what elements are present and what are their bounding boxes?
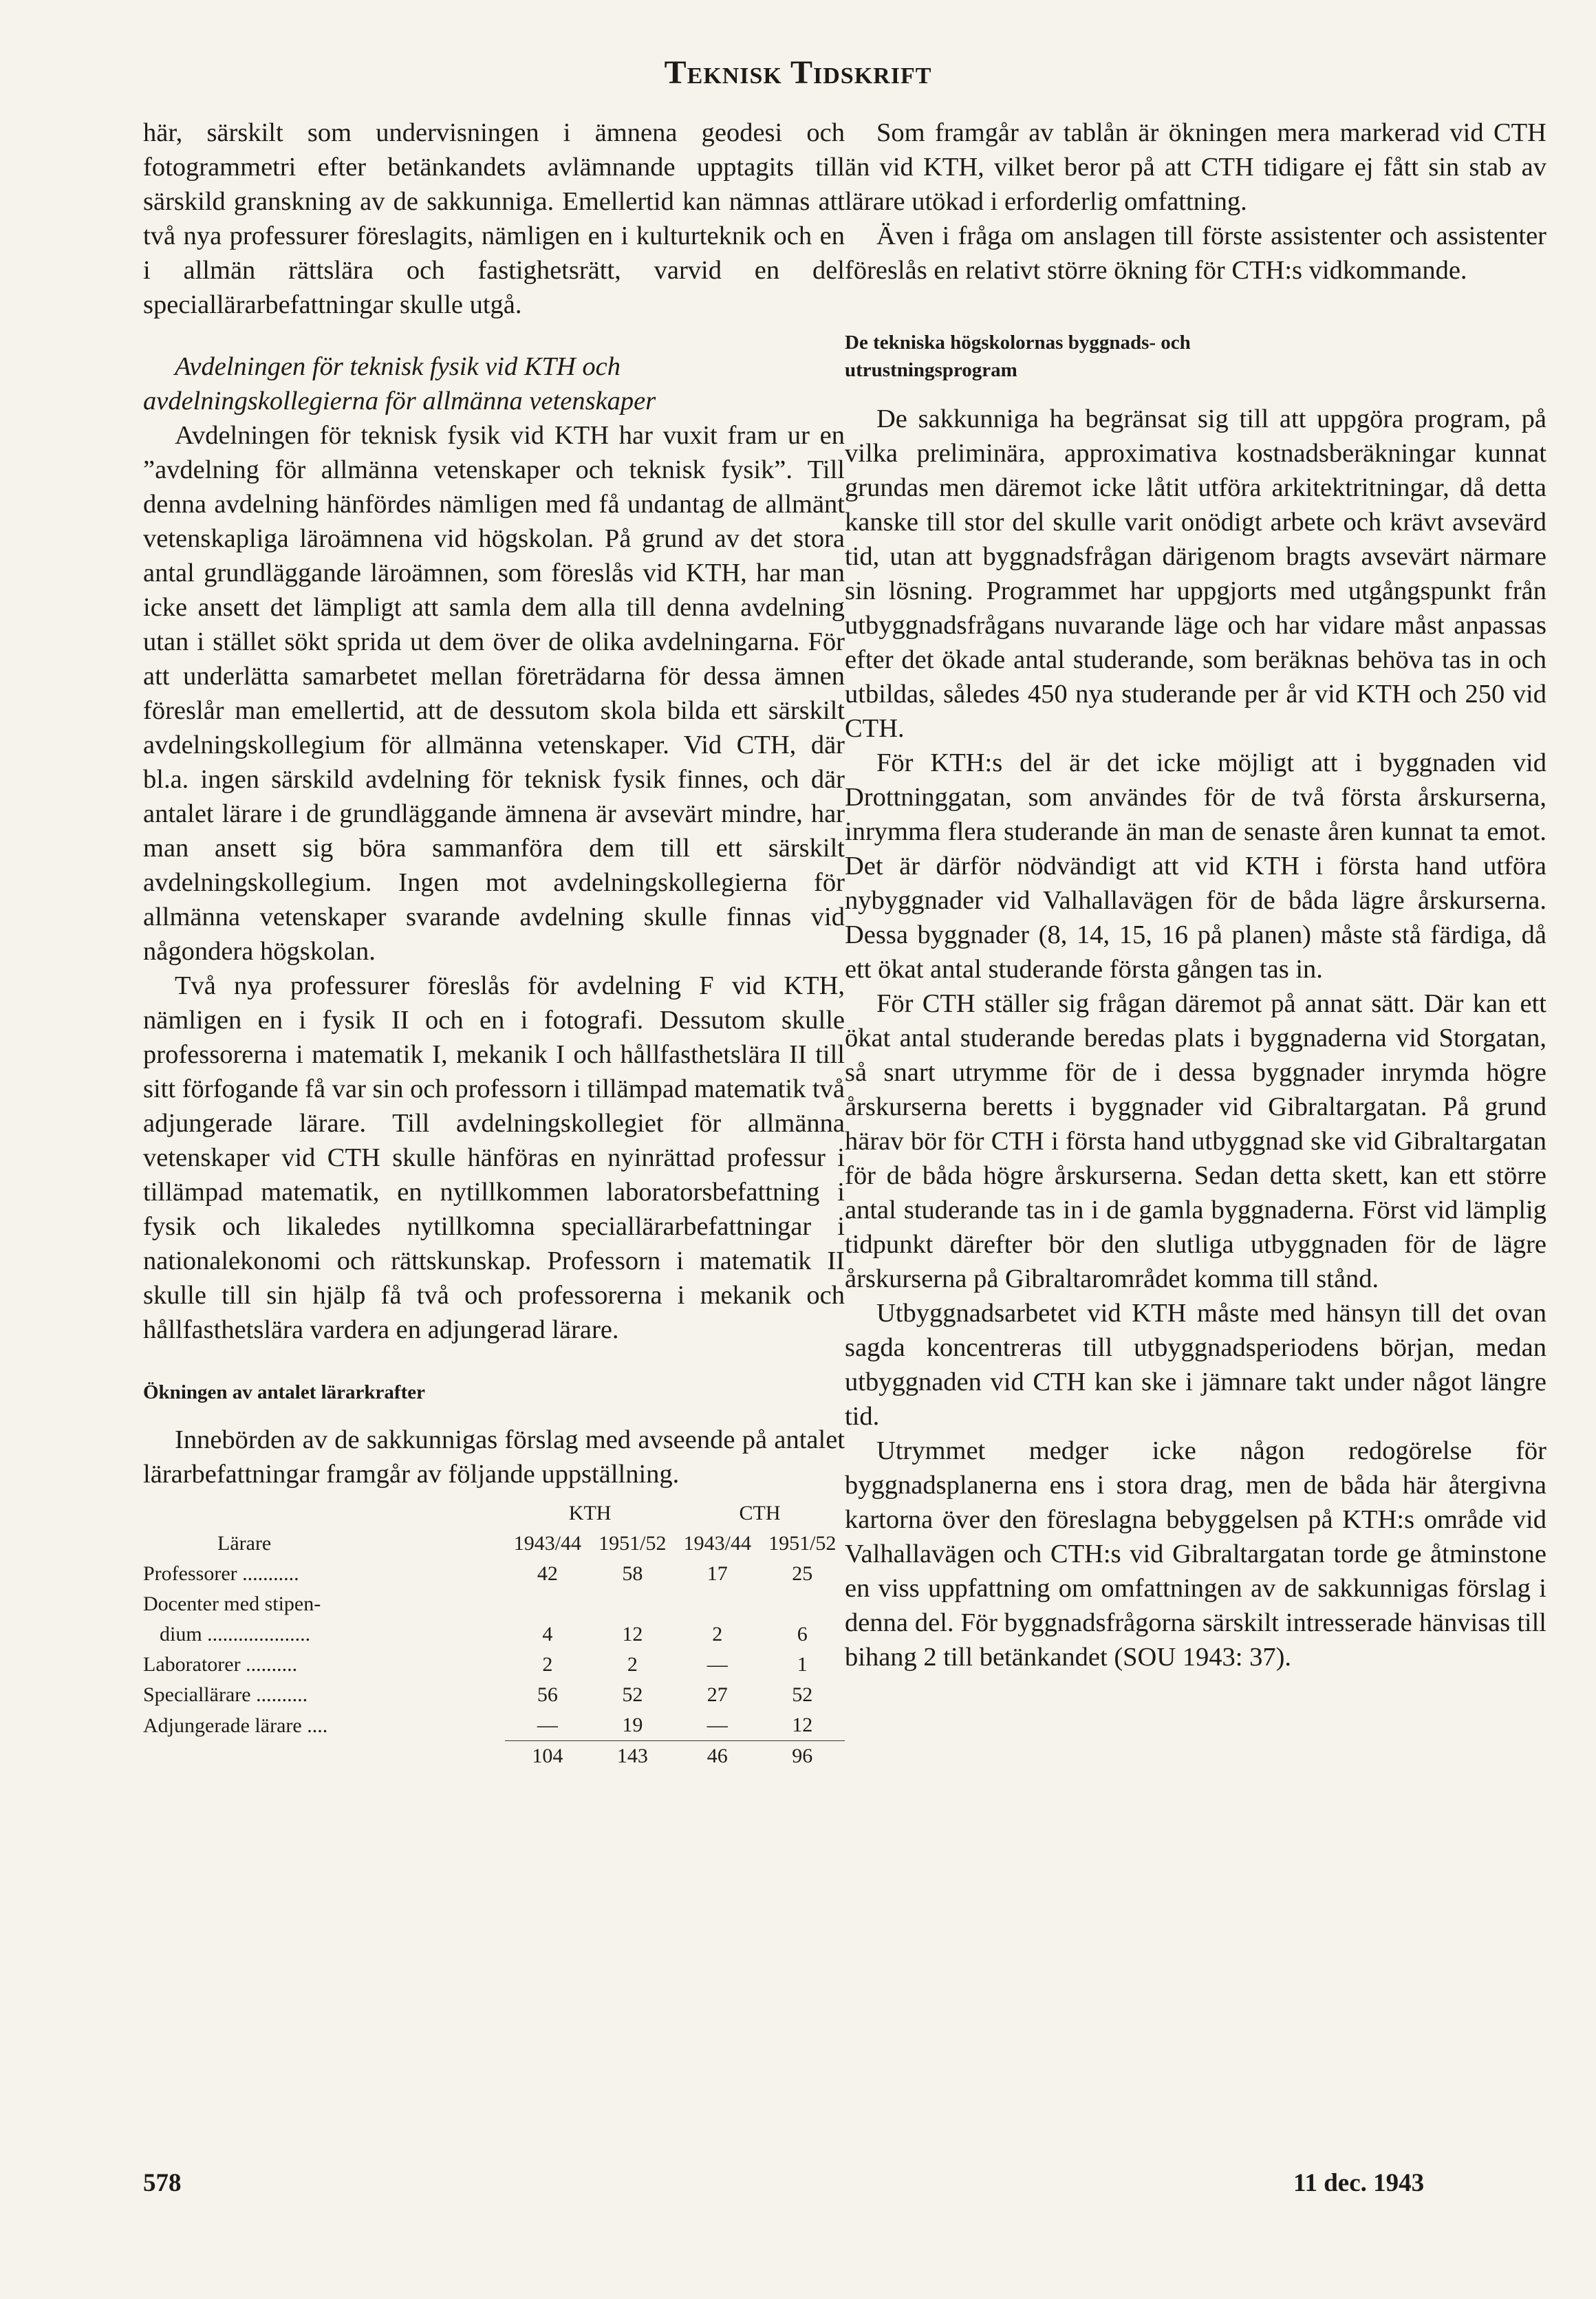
staff-table — [143, 1498, 845, 1771]
table-cell: 52 — [792, 1683, 813, 1706]
table-row — [143, 1589, 845, 1619]
right-paragraph-6: Utbyggnadsarbetet vid KTH måste med hänsyn till det ovan sagda koncentreras till utbyggnadsperiodens början, medan utbyggnaden vid CTH kan ske i jämnare takt under något längre tid. — [845, 1299, 1546, 1431]
year-header: 1951/52 — [768, 1532, 837, 1555]
table-cell: 1 — [797, 1653, 808, 1676]
section-heading-larare: Ökningen av antalet lärarkrafter — [143, 1381, 425, 1403]
year-header: 1951/52 — [598, 1532, 667, 1555]
group-kth: KTH — [568, 1502, 612, 1524]
table-cell: 52 — [622, 1683, 643, 1706]
page-number: 578 — [143, 2169, 182, 2197]
row-label: Adjungerade lärare — [143, 1714, 302, 1737]
table-total-row — [143, 1741, 845, 1772]
leader-dots: .......... — [250, 1683, 308, 1706]
table-cell: 56 — [537, 1683, 558, 1706]
section-heading-byggnadsprogram: De tekniska högskolornas byggnads- och utrustningsprogram — [845, 332, 1191, 381]
table-cell: — — [707, 1714, 728, 1736]
table-year-header-row — [143, 1529, 845, 1559]
table-cell: 58 — [622, 1562, 643, 1585]
left-paragraph-2: Avdelningen för teknisk fysik vid KTH har vuxit fram ur en ”avdelning för allmänna vetenskaper och teknisk fysik”. Till denna avdelning hänfördes nämligen med få undantag de allmänt vetenskapliga läroämnena vid högskolan. På grund av det stora antal grundläggande läroämnen, som föreslås vid KTH, har man icke ansett det lämpligt att samla dem alla till denna avdelning utan i stället sökt sprida ut dem över de olika avdelningarna. För att underlätta samarbetet mellan företrädarna för dessa ämnen föreslår man emellertid, att de dessutom skola bilda ett särskilt avdelningskollegium för allmänna vetenskaper. Vid CTH, där bl.a. ingen särskild avdelning för teknisk fysik finnes, och där antalet lärare i de grundläggande ämnena är avsevärt mindre, har man ansett sig böra sammanföra dem till ett särskilt avdelningskollegium. Ingen mot avdelningskollegierna för allmänna vetenskaper svarande avdelning skulle finnas vid någondera högskolan. — [143, 421, 845, 966]
year-header: 1943/44 — [683, 1532, 751, 1555]
table-cell: 27 — [707, 1683, 728, 1706]
table-row — [143, 1680, 845, 1710]
table-cell: 2 — [712, 1623, 723, 1645]
leader-dots: ........... — [237, 1562, 299, 1585]
left-paragraph-1: här, särskilt som undervisningen i ämnena geodesi och fotogrammetri efter betänkandets avlämnande upptagits till särskild granskning av de sakkunniga. Emellertid kan nämnas att två nya professurer föreslagits, nämligen en i kulturteknik och en i allmän rättslära och fastighetsrätt, varvid en del speciallärarbefattningar skulle utgå. — [143, 118, 845, 319]
total-cell: 104 — [505, 1741, 590, 1772]
table-row — [143, 1650, 845, 1680]
leader-dots: .... — [301, 1714, 328, 1737]
section-heading-teknisk-fysik: Avdelningen för teknisk fysik vid KTH och avdelningskollegierna för allmänna vetenskaper — [143, 352, 656, 415]
right-paragraph-7: Utrymmet medger icke någon redogörelse för byggnadsplanerna ens i stora drag, men de båda här återgivna kartorna över den föreslagna bebyggelsen på KTH:s område vid Valhallavägen och CTH:s vid Gibraltargatan torde ge åtminstone en viss uppfattning om omfattningen av de sakkunnigas förslag i denna del. För byggnadsfrågorna särskilt intresserade hänvisas till bihang 2 till betänkandet (SOU 1943: 37). — [845, 1436, 1546, 1672]
table-cell: — — [707, 1653, 728, 1676]
masthead: Teknisk Tidskrift — [664, 54, 932, 91]
row-label: Laboratorer — [143, 1653, 241, 1676]
table-cell: 25 — [792, 1562, 813, 1585]
row-header-label: Lärare — [217, 1532, 272, 1555]
table-cell: 19 — [622, 1714, 643, 1736]
table-cell: 17 — [707, 1562, 728, 1585]
right-paragraph-3: De sakkunniga ha begränsat sig till att uppgöra program, på vilka preliminära, approximativa kostnadsberäkningar kunnat grundas men däremot icke låtit utföra arkitektritningar, då detta kanske till stor del skulle varit onödigt arbete och krävt avsevärd tid, utan att byggnadsfrågan därigenom bragts avsevärt närmare sin lösning. Programmet har uppgjorts med utgångspunkt från utbyggnadsfrågans nuvarande läge och har vidare måst anpassas efter det ökade antal studerande, som beräknas behöva tas in och utbildas, således 450 nya studerande per år vid KTH och 250 vid CTH. — [845, 404, 1546, 743]
table-cell: 4 — [542, 1623, 553, 1645]
group-cth: CTH — [739, 1502, 781, 1524]
issue-date: 11 dec. 1943 — [1293, 2169, 1425, 2197]
row-label: Professorer — [143, 1562, 237, 1585]
row-label: dium — [160, 1623, 202, 1645]
table-cell: 42 — [537, 1562, 558, 1585]
right-paragraph-1: Som framgår av tablån är ökningen mera markerad vid CTH än vid KTH, vilket beror på att CTH tidigare ej fått sin stab av lärare utökad i erforderlig omfattning. — [845, 118, 1546, 216]
table-cell: 12 — [792, 1714, 813, 1736]
left-paragraph-3: Två nya professurer föreslås för avdelning F vid KTH, nämligen en i fysik II och en i fotografi. Dessutom skulle professorerna i matematik I, mekanik I och hållfasthetslära II till sitt förfogande få var sin och professorn i tillämpad matematik två adjungerade lärare. Till avdelningskollegiet för allmänna vetenskaper vid CTH skulle hänföras en nyinrättad professur i tillämpad matematik, en nytillkommen laboratorsbefattning i fysik och likaledes nytillkomna speciallärarbefattningar i nationalekonomi och rättskunskap. Professorn i matematik II skulle till sin hjälp få två och professorerna i mekanik och hållfasthetslära vardera en adjungerad lärare. — [143, 971, 845, 1344]
leader-dots: .................... — [202, 1623, 311, 1645]
row-label: Docenter med stipen- — [143, 1593, 321, 1615]
total-cell: 46 — [675, 1741, 759, 1772]
leader-dots: .......... — [240, 1653, 298, 1676]
table-row — [143, 1619, 845, 1650]
right-paragraph-2: Även i fråga om anslagen till förste assistenter och assistenter föreslås en relativt större ökning för CTH:s vidkommande. — [845, 222, 1546, 285]
total-cell: 143 — [590, 1741, 675, 1772]
row-label: Speciallärare — [143, 1683, 251, 1706]
total-cell: 96 — [760, 1741, 845, 1772]
left-column — [143, 116, 845, 1771]
right-paragraph-4: För KTH:s del är det icke möjligt att i byggnaden vid Drottninggatan, som användes för de två första årskurserna, inrymma flera studerande än man de senaste åren kunnat ta emot. Det är därför nödvändigt att vid KTH i första hand utföra nybyggnader vid Valhallavägen för de båda lägre årskurserna. Dessa byggnader (8, 14, 15, 16 på planen) måste stå färdiga, då ett ökat antal studerande första gången tas in. — [845, 748, 1546, 984]
table-group-header-row — [143, 1498, 845, 1529]
year-header: 1943/44 — [513, 1532, 582, 1555]
table-cell: 12 — [622, 1623, 643, 1645]
table-row — [143, 1559, 845, 1589]
left-paragraph-4: Innebörden av de sakkunnigas förslag med avseende på antalet lärarbefattningar framgår av följande uppställning. — [143, 1425, 845, 1489]
table-cell: 2 — [627, 1653, 638, 1676]
right-column — [845, 116, 1546, 1674]
table-cell: 2 — [542, 1653, 553, 1676]
table-row — [143, 1710, 845, 1741]
table-cell: — — [537, 1714, 558, 1736]
table-cell: 6 — [797, 1623, 808, 1645]
right-paragraph-5: För CTH ställer sig frågan däremot på annat sätt. Där kan ett ökat antal studerande beredas plats i byggnaderna vid Storgatan, så snart utrymme för de i dessa byggnader inrymda högre årskurserna beretts i byggnader vid Gibraltargatan. På grund härav bör för CTH i första hand utbyggnad ske vid Gibraltargatan för de båda högre årskurserna. Sedan detta skett, kan ett större antal studerande tas in i de gamla byggnaderna. Först vid lämplig tidpunkt därefter bör den slutliga utbyggnaden för de lägre årskurserna på Gibraltarområdet komma till stånd. — [845, 989, 1546, 1293]
